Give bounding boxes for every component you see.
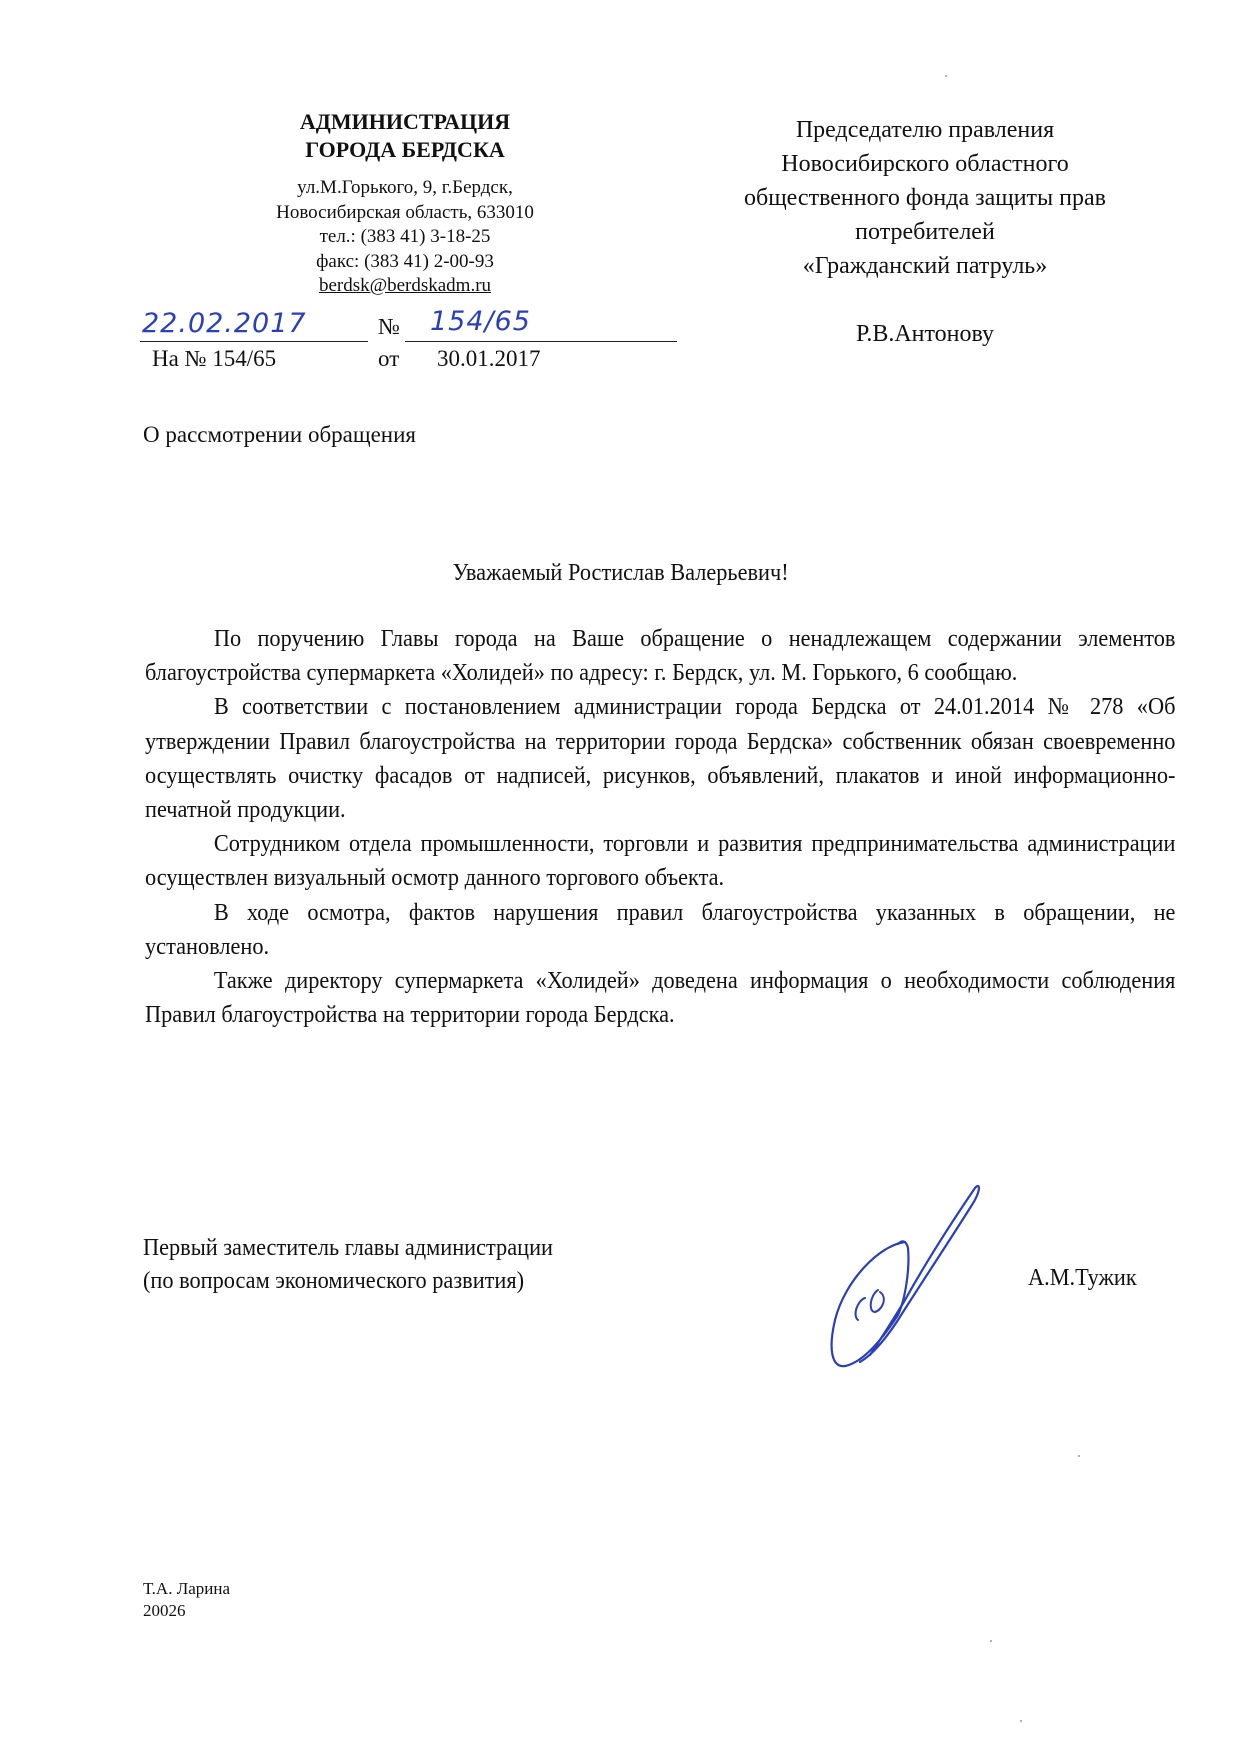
recipient-line: общественного фонда защиты прав [743, 185, 1106, 211]
reference-number: На № 154/65 [152, 346, 277, 371]
signer-name: А.М.Тужик [1028, 1265, 1137, 1291]
org-name-line1: АДМИНИСТРАЦИЯ [299, 109, 511, 134]
outgoing-number: 154/65 [430, 306, 531, 337]
signatory-position [143, 1232, 553, 1298]
subject-line: О рассмотрении обращения [143, 422, 416, 447]
phone: тел.: (383 41) 3-18-25 [319, 226, 491, 247]
scan-speck [1020, 1720, 1022, 1722]
recipient-block [690, 113, 1160, 351]
address-line1: ул.М.Горького, 9, г.Бердск, [297, 177, 513, 198]
executor-name: Т.А. Ларина [143, 1579, 231, 1598]
letter-body [145, 622, 1175, 1032]
body-paragraph: В соответствии с постановлением администрации города Бердска от 24.01.2014 № 278 «Об утверждении Правил благоустройства на территории города Бердска» собственник обязан своевременно осуществлять очистку фасадов от надписей, рисунков, объявлений, плакатов и иной информационно-печатной продукции. [145, 694, 1176, 824]
email-link[interactable]: berdsk@berdskadm.ru [318, 275, 492, 296]
fax: факс: (383 41) 2-00-93 [316, 250, 494, 272]
body-paragraph: Сотрудником отдела промышленности, торговли и развития предпринимательства администрации осуществлен визуальный осмотр данного торгового объекта. [145, 831, 1176, 892]
address-line2: Новосибирская область, 633010 [276, 201, 534, 223]
scan-speck [945, 75, 947, 77]
recipient-name: Р.В.Антонову [855, 321, 995, 347]
recipient-line: потребителей [855, 219, 995, 245]
greeting-text: Уважаемый Ростислав Валерьевич! [453, 560, 789, 586]
body-paragraph: По поручению Главы города на Ваше обращение о ненадлежащем содержании элементов благоустройства супермаркета «Холидей» по адресу: г. Бердск, ул. М. Горького, 6 сообщаю. [145, 626, 1176, 687]
outgoing-date: 22.02.2017 [142, 308, 307, 339]
handwritten-signature-icon [810, 1170, 1000, 1385]
executor-block [143, 1578, 230, 1622]
position-line2: (по вопросам экономического развития) [143, 1268, 525, 1294]
date-underline [140, 341, 368, 342]
number-sign: № [378, 314, 400, 339]
reference-from-label: от [378, 346, 400, 371]
sender-address [200, 176, 610, 299]
number-underline [405, 341, 677, 342]
recipient-line: Председателю правления [795, 117, 1055, 143]
executor-phone: 20026 [143, 1601, 186, 1620]
position-line1: Первый заместитель главы администрации [143, 1235, 553, 1261]
recipient-line: Новосибирского областного [781, 151, 1069, 177]
body-paragraph: Также директору супермаркета «Холидей» доведена информация о необходимости соблюдения Правил благоустройства на территории города Бердска. [145, 968, 1176, 1029]
sender-block [200, 108, 610, 299]
scan-speck [1078, 1455, 1080, 1457]
reference-date: 30.01.2017 [437, 346, 541, 371]
recipient-line: «Гражданский патруль» [802, 253, 1048, 279]
scan-speck [990, 1640, 992, 1642]
greeting [0, 560, 1242, 587]
body-paragraph: В ходе осмотра, фактов нарушения правил благоустройства указанных в обращении, не установлено. [145, 899, 1176, 960]
org-name-line2: ГОРОДА БЕРДСКА [305, 137, 505, 162]
